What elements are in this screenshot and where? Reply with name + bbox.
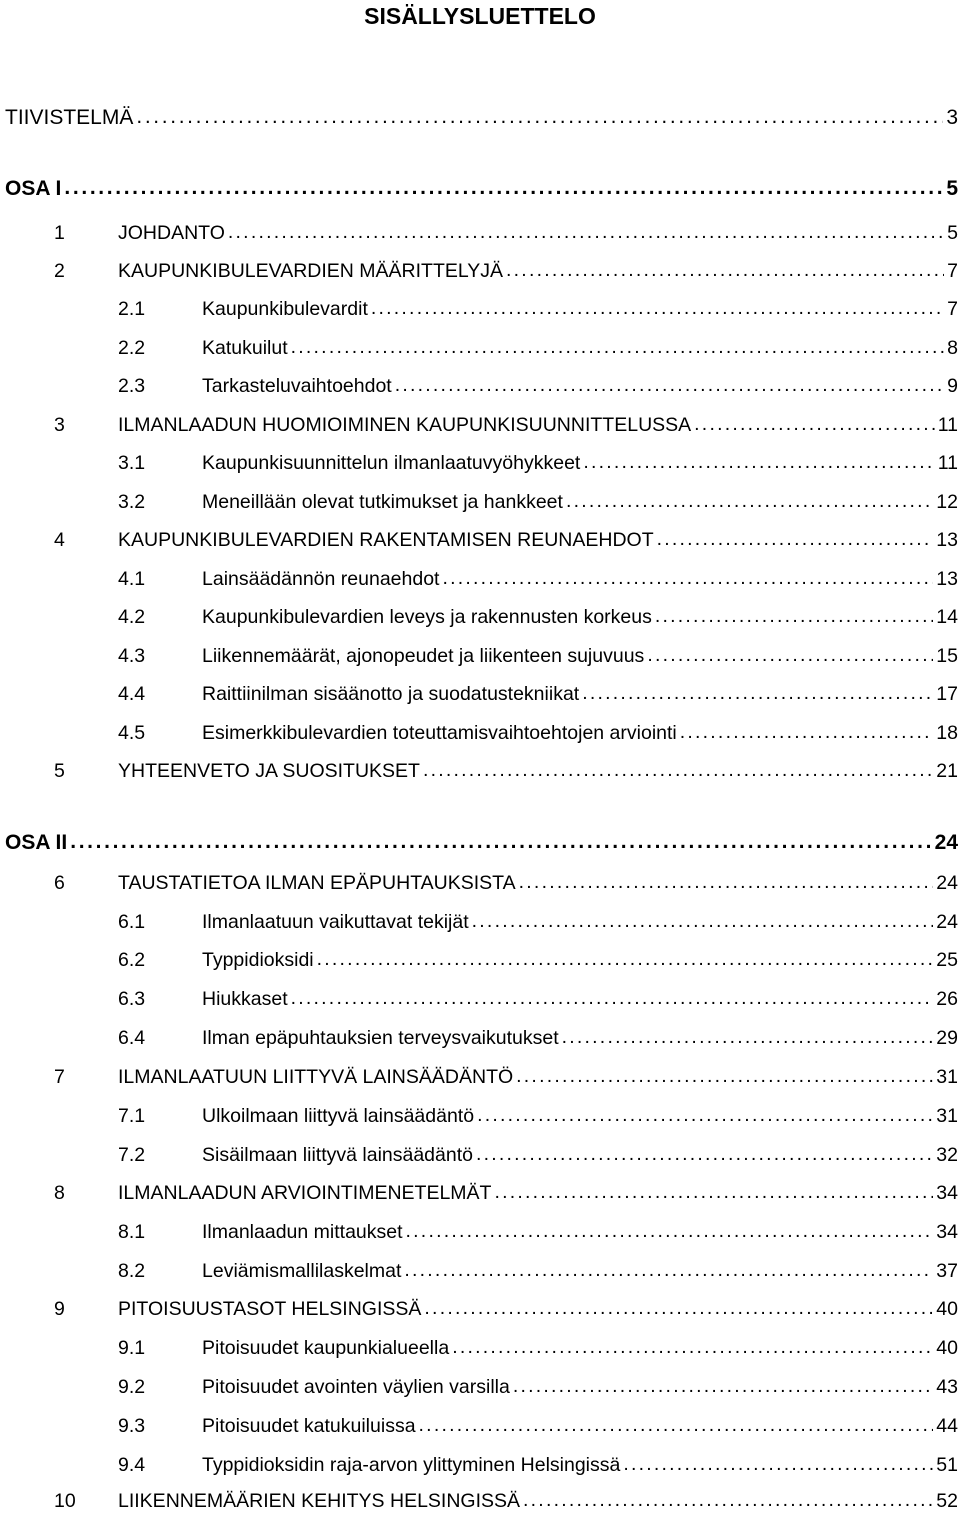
- dot-leader: [657, 526, 934, 552]
- toc-entry-text: Lainsäädännön reunaehdot: [202, 568, 440, 590]
- toc-section-number: 3.1: [118, 452, 146, 474]
- toc-entry-4-2[interactable]: [118, 604, 958, 630]
- toc-page-number: 21: [936, 760, 958, 782]
- toc-section-number: 6.3: [118, 988, 146, 1010]
- toc-section-number: 5: [54, 760, 65, 782]
- toc-page-number: 34: [936, 1182, 958, 1204]
- toc-section-number: 3.2: [118, 491, 146, 513]
- toc-section-number: 4: [54, 529, 65, 551]
- dot-leader: [70, 829, 931, 855]
- toc-section-number: 9.3: [118, 1415, 146, 1437]
- toc-section-number: 7.1: [118, 1105, 146, 1127]
- toc-entry-2-1[interactable]: [118, 296, 958, 322]
- toc-entry-text: Kaupunkibulevardit: [202, 298, 368, 320]
- toc-entry-text: ILMANLAATUUN LIITTYVÄ LAINSÄÄDÄNTÖ: [118, 1066, 514, 1088]
- dot-leader: [655, 603, 933, 629]
- toc-entry-6-2[interactable]: [118, 947, 958, 973]
- toc-entry-text: Sisäilmaan liittyvä lainsäädäntö: [202, 1144, 473, 1166]
- dot-leader: [395, 372, 944, 398]
- dot-leader: [566, 488, 933, 514]
- toc-page-number: 11: [937, 414, 958, 436]
- toc-page-number: 7: [947, 260, 958, 282]
- toc-entry-8-1[interactable]: [118, 1219, 958, 1245]
- toc-entry-text: TAUSTATIETOA ILMAN EPÄPUHTAUKSISTA: [118, 872, 516, 894]
- toc-section-number: 6.4: [118, 1027, 146, 1049]
- toc-page-number: 43: [936, 1376, 958, 1398]
- dot-leader: [562, 1024, 934, 1050]
- toc-page-number: 25: [936, 949, 958, 971]
- toc-section-number: 2.3: [118, 375, 146, 397]
- toc-entry-text: Ilmanlaadun mittaukset: [202, 1221, 403, 1243]
- toc-page-number: 34: [936, 1221, 958, 1243]
- toc-entry-2-3[interactable]: [118, 373, 958, 399]
- toc-page-number: 44: [936, 1415, 958, 1437]
- toc-page-number: 9: [947, 375, 958, 397]
- toc-entry-text: Meneillään olevat tutkimukset ja hankkeet: [202, 491, 563, 513]
- toc-page-number: 29: [936, 1027, 958, 1049]
- toc-section-number: 9: [54, 1298, 65, 1320]
- dot-leader: [494, 1179, 933, 1205]
- dot-leader: [472, 908, 934, 934]
- toc-entry-1[interactable]: [54, 220, 958, 246]
- toc-page-number: 24: [934, 831, 958, 854]
- toc-page-number: 5: [946, 177, 958, 200]
- dot-leader: [228, 219, 944, 245]
- toc-section-number: 10: [54, 1490, 76, 1512]
- toc-entry-4-3[interactable]: [118, 643, 958, 669]
- toc-entry-8[interactable]: [54, 1180, 958, 1206]
- dot-leader: [583, 449, 934, 475]
- toc-section-number: 3: [54, 414, 65, 436]
- toc-entry-text: Pitoisuudet katukuiluissa: [202, 1415, 416, 1437]
- toc-section-number: 9.2: [118, 1376, 146, 1398]
- toc-section-number: 7: [54, 1066, 65, 1088]
- dot-leader: [647, 642, 933, 668]
- dot-leader: [519, 869, 934, 895]
- toc-entry-text: ILMANLAADUN ARVIOINTIMENETELMÄT: [118, 1182, 492, 1204]
- toc-section-number: 6.2: [118, 949, 146, 971]
- dot-leader: [291, 985, 934, 1011]
- dot-leader: [317, 946, 934, 972]
- toc-entry-text: JOHDANTO: [118, 222, 225, 244]
- toc-entry-9-2[interactable]: [118, 1374, 958, 1400]
- dot-leader: [419, 1412, 934, 1438]
- toc-section-number: 1: [54, 222, 65, 244]
- toc-section-number: 2: [54, 260, 65, 282]
- toc-entry-6-4[interactable]: [118, 1025, 958, 1051]
- toc-entry-8-2[interactable]: [118, 1258, 958, 1284]
- dot-leader: [477, 1102, 933, 1128]
- toc-entry-4-5[interactable]: [118, 720, 958, 746]
- toc-page-number: 3: [946, 106, 958, 129]
- toc-entry-7[interactable]: [54, 1064, 958, 1090]
- dot-leader: [64, 175, 943, 201]
- toc-entry-6-3[interactable]: [118, 986, 958, 1012]
- toc-entry-text: KAUPUNKIBULEVARDIEN RAKENTAMISEN REUNAEHDOT: [118, 529, 654, 551]
- toc-section-number: 4.3: [118, 645, 146, 667]
- toc-section-number: 4.1: [118, 568, 146, 590]
- dot-leader: [523, 1487, 933, 1513]
- toc-entry-3-1[interactable]: [118, 450, 958, 476]
- toc-section-number: 2.2: [118, 337, 146, 359]
- dot-leader: [476, 1141, 933, 1167]
- dot-leader: [136, 104, 943, 130]
- toc-entry-text: Ulkoilmaan liittyvä lainsäädäntö: [202, 1105, 475, 1127]
- toc-page-number: 13: [936, 529, 958, 551]
- toc-section-number: 4.2: [118, 606, 146, 628]
- toc-section-number: 8: [54, 1182, 65, 1204]
- toc-entry-text: Hiukkaset: [202, 988, 288, 1010]
- toc-entry-text: Katukuilut: [202, 337, 288, 359]
- toc-entry-3[interactable]: [54, 412, 958, 438]
- toc-entry-4-4[interactable]: [118, 681, 958, 707]
- toc-entry-3-2[interactable]: [118, 489, 958, 515]
- toc-entry-text: Ilman epäpuhtauksien terveysvaikutukset: [202, 1027, 559, 1049]
- toc-page-number: 8: [947, 337, 958, 359]
- toc-entry-text: OSA I: [5, 177, 62, 200]
- toc-page-number: 52: [936, 1490, 958, 1512]
- toc-section-number: 8.2: [118, 1260, 146, 1282]
- toc-page-number: 5: [947, 222, 958, 244]
- toc-entry-2-2[interactable]: [118, 335, 958, 361]
- toc-page-number: 26: [936, 988, 958, 1010]
- dot-leader: [516, 1063, 933, 1089]
- toc-section-number: 6.1: [118, 911, 146, 933]
- dot-leader: [371, 295, 944, 321]
- toc-page-number: 13: [936, 568, 958, 590]
- toc-page-number: 15: [936, 645, 958, 667]
- toc-entry-text: YHTEENVETO JA SUOSITUKSET: [118, 760, 420, 782]
- dot-leader: [423, 757, 933, 783]
- dot-leader: [694, 411, 935, 437]
- toc-page-number: 12: [936, 491, 958, 513]
- dot-leader: [513, 1373, 933, 1399]
- toc-entry-6-1[interactable]: [118, 909, 958, 935]
- toc-page-number: 40: [936, 1337, 958, 1359]
- toc-section-number: 9.1: [118, 1337, 146, 1359]
- toc-entry-osa-i[interactable]: [5, 176, 958, 202]
- toc-page-number: 40: [936, 1298, 958, 1320]
- toc-page-number: 31: [936, 1105, 958, 1127]
- dot-leader: [680, 719, 934, 745]
- toc-entry-text: Esimerkkibulevardien toteuttamisvaihtoehtojen arviointi: [202, 722, 677, 744]
- dot-leader: [582, 680, 933, 706]
- toc-page-number: 32: [936, 1144, 958, 1166]
- dot-leader: [442, 565, 933, 591]
- toc-entry-text: PITOISUUSTASOT HELSINGISSÄ: [118, 1298, 422, 1320]
- toc-entry-9[interactable]: [54, 1296, 958, 1322]
- toc-entry-10[interactable]: [54, 1488, 958, 1514]
- toc-entry-tiivistelma[interactable]: [5, 105, 958, 131]
- dot-leader: [506, 257, 944, 283]
- toc-page-number: 24: [936, 911, 958, 933]
- toc-page-number: 24: [936, 872, 958, 894]
- toc-entry-4[interactable]: [54, 527, 958, 553]
- page-title: SISÄLLYSLUETTELO: [364, 3, 596, 29]
- toc-entry-text: Raittiinilman sisäänotto ja suodatustekniikat: [202, 683, 580, 705]
- toc-entry-osa-ii[interactable]: [5, 830, 958, 856]
- dot-leader: [406, 1218, 934, 1244]
- toc-entry-text: Tarkasteluvaihtoehdot: [202, 375, 392, 397]
- toc-page-number: 37: [936, 1260, 958, 1282]
- toc-entry-text: Typpidioksidi: [202, 949, 314, 971]
- dot-leader: [404, 1257, 933, 1283]
- toc-entry-7-1[interactable]: [118, 1103, 958, 1129]
- toc-section-number: 8.1: [118, 1221, 146, 1243]
- toc-page-number: 31: [936, 1066, 958, 1088]
- toc-entry-text: Typpidioksidin raja-arvon ylittyminen Helsingissä: [202, 1454, 621, 1476]
- toc-page-number: 51: [936, 1454, 958, 1476]
- toc-section-number: 7.2: [118, 1144, 146, 1166]
- toc-entry-text: TIIVISTELMÄ: [5, 106, 134, 129]
- toc-section-number: 4.5: [118, 722, 146, 744]
- toc-entry-text: Leviämismallilaskelmat: [202, 1260, 402, 1282]
- dot-leader: [452, 1334, 933, 1360]
- toc-entry-7-2[interactable]: [118, 1142, 958, 1168]
- toc-page-number: 7: [947, 298, 958, 320]
- toc-entry-6[interactable]: [54, 870, 958, 896]
- toc-section-number: 6: [54, 872, 65, 894]
- toc-entry-text: KAUPUNKIBULEVARDIEN MÄÄRITTELYJÄ: [118, 260, 504, 282]
- toc-entry-9-4[interactable]: [118, 1452, 958, 1478]
- toc-entry-text: Pitoisuudet kaupunkialueella: [202, 1337, 450, 1359]
- toc-entry-text: Ilmanlaatuun vaikuttavat tekijät: [202, 911, 469, 933]
- toc-entry-9-3[interactable]: [118, 1413, 958, 1439]
- toc-page-number: 14: [936, 606, 958, 628]
- toc-entry-4-1[interactable]: [118, 566, 958, 592]
- toc-entry-text: ILMANLAADUN HUOMIOIMINEN KAUPUNKISUUNNITTELUSSA: [118, 414, 692, 436]
- toc-entry-text: LIIKENNEMÄÄRIEN KEHITYS HELSINGISSÄ: [118, 1490, 521, 1512]
- toc-entry-text: Kaupunkisuunnittelun ilmanlaatuvyöhykkeet: [202, 452, 581, 474]
- toc-entry-text: Pitoisuudet avointen väylien varsilla: [202, 1376, 510, 1398]
- toc-entry-9-1[interactable]: [118, 1335, 958, 1361]
- dot-leader: [623, 1451, 933, 1477]
- toc-page-number: 11: [937, 452, 958, 474]
- toc-section-number: 9.4: [118, 1454, 146, 1476]
- toc-section-number: 4.4: [118, 683, 146, 705]
- toc-entry-2[interactable]: [54, 258, 958, 284]
- toc-section-number: 2.1: [118, 298, 146, 320]
- toc-entry-5[interactable]: [54, 758, 958, 784]
- dot-leader: [291, 334, 945, 360]
- toc-entry-text: OSA II: [5, 831, 68, 854]
- toc-page-number: 17: [936, 683, 958, 705]
- toc-entry-text: Liikennemäärät, ajonopeudet ja liikenteen sujuvuus: [202, 645, 645, 667]
- toc-entry-text: Kaupunkibulevardien leveys ja rakennusten korkeus: [202, 606, 652, 628]
- toc-page-number: 18: [936, 722, 958, 744]
- dot-leader: [424, 1295, 933, 1321]
